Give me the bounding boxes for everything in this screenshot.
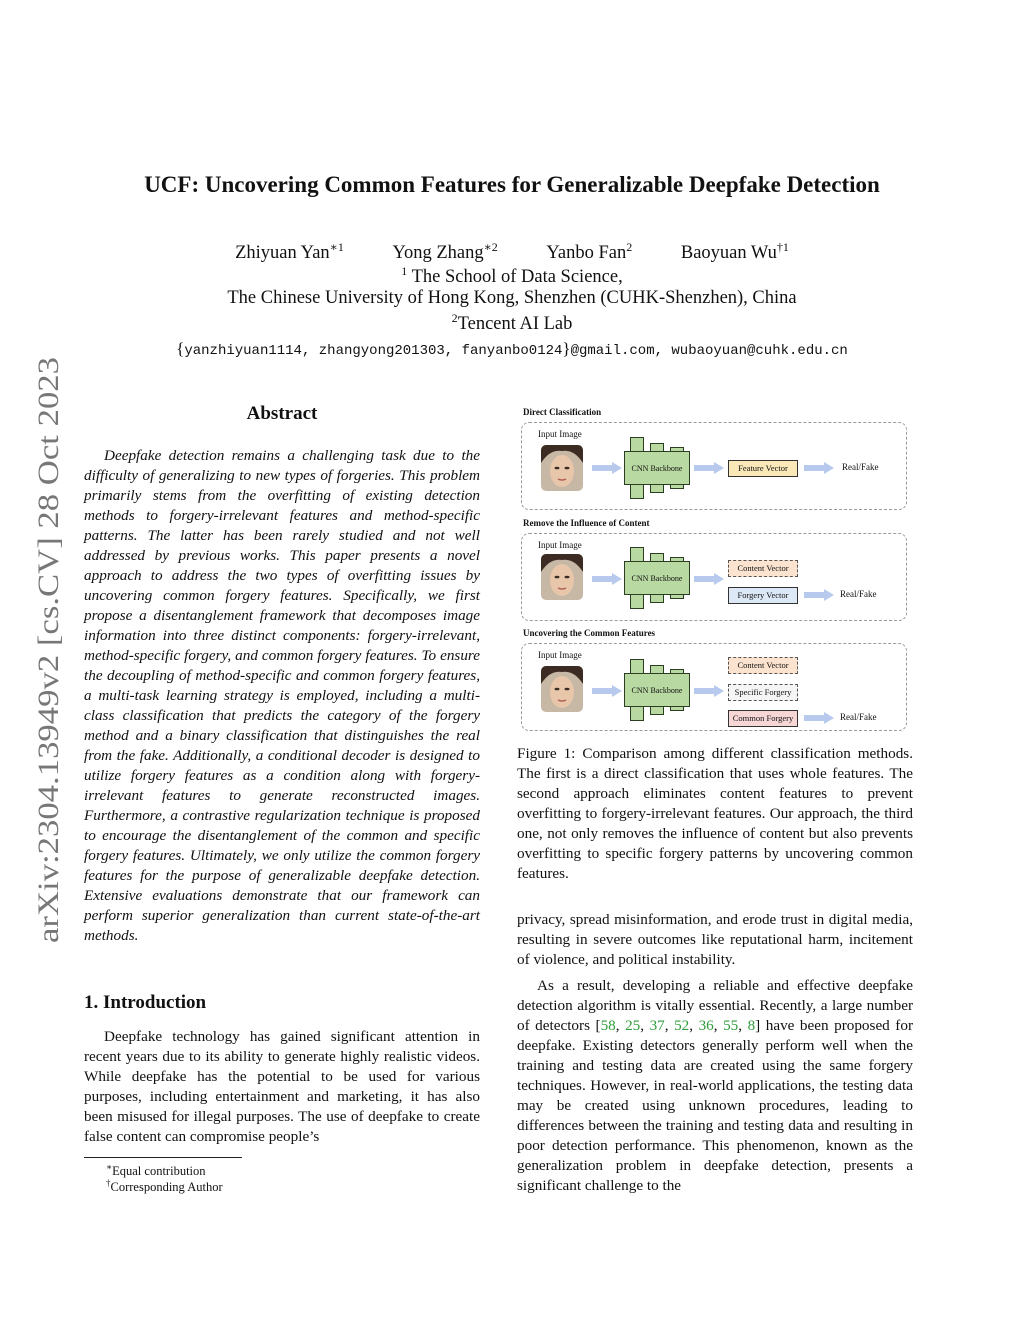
figure-panel-content — [521, 533, 907, 621]
flow-arrow — [804, 589, 834, 601]
cnn-backbone — [624, 437, 690, 499]
cnn-backbone-label: CNN Backbone — [624, 451, 690, 485]
cnn-backbone-label: CNN Backbone — [624, 673, 690, 707]
common-forgery-vector: Common Forgery — [728, 710, 798, 727]
citation[interactable]: 36 — [698, 1017, 714, 1034]
author-list — [0, 240, 1024, 264]
right-column-text — [517, 910, 913, 1196]
face-image — [541, 554, 583, 600]
flow-arrow — [804, 712, 834, 724]
footnote-rule — [84, 1157, 242, 1158]
citation[interactable]: 58 — [600, 1017, 616, 1034]
output-label: Real/Fake — [840, 712, 877, 722]
footnote-1: ∗Equal contribution — [106, 1162, 206, 1179]
footnote-2: †Corresponding Author — [106, 1178, 223, 1195]
input-image-label: Input Image — [538, 650, 582, 660]
author-emails: {yanzhiyuan1114, zhangyong201303, fanyanbo0124}@gmail.com, wubaoyuan@cuhk.edu.cn — [176, 339, 848, 359]
flow-arrow — [592, 462, 622, 474]
cnn-backbone — [624, 659, 690, 721]
content-vector: Content Vector — [728, 560, 798, 577]
intro-paragraph-2: As a result, developing a reliable and effective deepfake detection algorithm is vitally essential. Recently, a large number of detectors [58, 25, 37, 52, 36, 55, 8] have been proposed for deepfake. Existing detectors generally perform well when the training and testing data are created using the same forgery techniques. However, in real-world applications, the testing data may be created using unknown procedures, leading to differences between the training and testing data and resulting in poor detection performance. This phenomenon, known as the generalization problem in deepfake detection, presents a significant challenge to the — [517, 977, 913, 1194]
cnn-backbone — [624, 547, 690, 609]
citation[interactable]: 37 — [649, 1017, 665, 1034]
intro-paragraph-1: Deepfake technology has gained significant attention in recent years due to its ability to generate highly realistic videos. While deepfake has the potential to be used for various purposes, including entertainment and marketing, it has also been misused for illegal purposes. The use of deepfake to create false content can compromise people’s — [84, 1028, 480, 1145]
affiliation-2: $^2$Tencent AI Lab — [451, 311, 573, 335]
specific-forgery-vector: Specific Forgery — [728, 684, 798, 701]
input-image-label: Input Image — [538, 540, 582, 550]
figure-panel-direct — [521, 422, 907, 510]
author: Baoyuan Wu$^{\dagger 1}$ — [680, 240, 789, 264]
citation[interactable]: 52 — [674, 1017, 690, 1034]
cnn-backbone-label: CNN Backbone — [624, 561, 690, 595]
author: Zhiyuan Yan$^{∗1}$ — [235, 240, 344, 264]
figure-1-caption: Figure 1: Comparison among different classification methods. The first is a direct classification that uses whole features. The second approach eliminates content features to prevent overfitting to forgery-irrelevant features. Our approach, the third one, not only removes the influence of content but also prevents overfitting to specific forgery patterns by uncovering common features. — [517, 745, 913, 882]
paper-title: UCF: Uncovering Common Features for Generalizable Deepfake Detection — [144, 172, 880, 197]
face-image — [541, 445, 583, 491]
output-label: Real/Fake — [842, 462, 879, 472]
forgery-vector: Forgery Vector — [728, 587, 798, 604]
author: Yong Zhang$^{∗2}$ — [392, 240, 498, 264]
abstract-text: Deepfake detection remains a challenging task due to the difficulty of generalizing to new types of forgeries. This problem primarily stems from the overfitting of existing detection methods to forgery-irrelevant features and method-specific patterns. The latter has been rarely studied and not well addressed by previous works. This paper presents a novel approach to address the two types of overfitting issues by uncovering common forgery features. Specifically, we first propose a disentanglement framework that decomposes image information into three distinct components: forgery-irrelevant, method-specific forgery, and common forgery features. To ensure the decoupling of method-specific and common forgery features, a multi-task learning strategy is employed, including a multi-class classification that predicts the category of the forgery method and a binary classification that distinguishes the real from the fake. Additionally, a conditional decoder is designed to utilize forgery features as a condition along with forgery-irrelevant features to generate reconstructed images. Furthermore, a contrastive regularization technique is proposed to encourage the disentanglement of the common and specific forgery features. Ultimately, we only utilize the common forgery features for the purpose of generalizable deepfake detection. Extensive evaluations demonstrate that our framework can perform superior generalization than current state-of-the-art methods. — [84, 447, 480, 944]
flow-arrow — [694, 573, 724, 585]
figure-section-title: Direct Classification — [523, 407, 602, 417]
flow-arrow — [592, 573, 622, 585]
intro-heading: 1. Introduction — [84, 992, 207, 1013]
flow-arrow — [592, 685, 622, 697]
flow-arrow — [694, 462, 724, 474]
arxiv-stamp — [28, 355, 68, 945]
affiliation-1-line2: The Chinese University of Hong Kong, Shenzhen (CUHK-Shenzhen), China — [227, 288, 797, 308]
citation[interactable]: 25 — [625, 1017, 641, 1034]
figure-section-title: Remove the Influence of Content — [523, 518, 650, 528]
author: Yanbo Fan$^2$ — [546, 240, 633, 264]
face-image — [541, 666, 583, 712]
arxiv-stamp-text: arXiv:2304.13949v2 [cs.CV] 28 Oct 2023 — [32, 436, 65, 943]
feature-vector: Feature Vector — [728, 460, 798, 477]
abstract-heading: Abstract — [246, 403, 318, 424]
flow-arrow — [804, 462, 834, 474]
content-vector: Content Vector — [728, 657, 798, 674]
figure-section-title: Uncovering the Common Features — [523, 628, 656, 638]
figure-panel-common — [521, 643, 907, 731]
flow-arrow — [694, 685, 724, 697]
citation[interactable]: 55 — [723, 1017, 739, 1034]
input-image-label: Input Image — [538, 429, 582, 439]
output-label: Real/Fake — [840, 589, 877, 599]
intro-paragraph-1-continued: privacy, spread misinformation, and erode trust in digital media, resulting in severe outcomes like reputational harm, incitement of violence, and political instability. — [517, 911, 913, 968]
figure-1 — [519, 405, 911, 735]
affiliation-1-line1: $^1$ The School of Data Science, — [401, 264, 623, 288]
citation[interactable]: 8 — [747, 1017, 756, 1034]
